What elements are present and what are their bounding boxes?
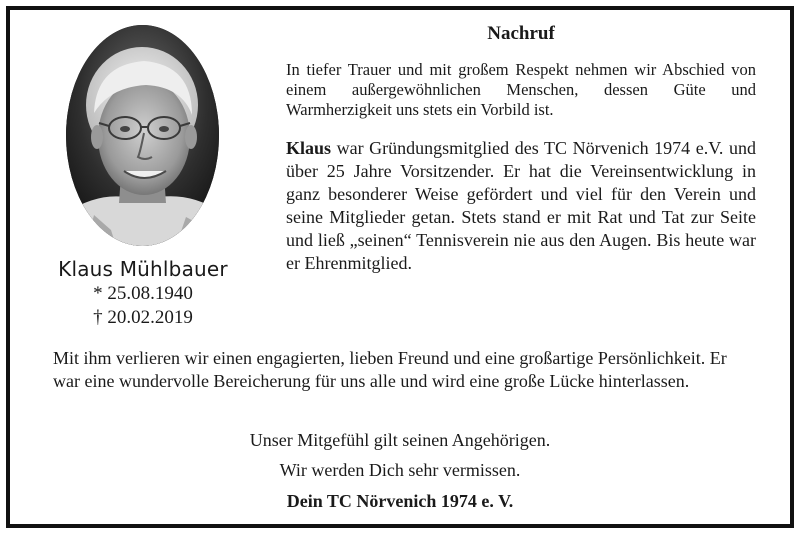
death-date: † 20.02.2019 bbox=[93, 307, 193, 328]
condolence-line: Unser Mitgefühl gilt seinen Angehörigen. bbox=[249, 430, 551, 450]
deceased-name: Klaus Mühlbauer bbox=[58, 257, 228, 281]
closing-paragraph: Mit ihm verlieren wir einen engagierten, lieben Freund und eine großartige Persönlichkeit. Er war eine wundervolle Bereicherung für uns alle und wird eine große Lücke hinterlassen. bbox=[53, 348, 727, 391]
deceased-info bbox=[40, 256, 246, 330]
club-signature: Dein TC Nörvenich 1974 e. V. bbox=[286, 491, 514, 511]
tribute-first-name: Klaus bbox=[286, 138, 332, 158]
obituary-heading: Nachruf bbox=[487, 23, 555, 44]
portrait-photo bbox=[66, 25, 219, 246]
tribute-text: war Gründungsmitglied des TC Nörvenich 1974 e.V. und über 25 Jahre Vorsitzender. Er hat die Vereinsentwicklung in ganz besonderer Weise gefördert und viel für den Verein und seine Mitglieder getan. Stets stand er mit Rat und Tat zur Seite und ließ „seinen“ Tennisverein nie aus den Augen. Bis heute war er Ehrenmitglied. bbox=[286, 138, 756, 273]
portrait-illustration bbox=[66, 25, 219, 246]
birth-date: * 25.08.1940 bbox=[93, 283, 193, 304]
farewell-line: Wir werden Dich sehr vermissen. bbox=[279, 460, 521, 480]
intro-paragraph: In tiefer Trauer und mit großem Respekt nehmen wir Abschied von einem außergewöhnlichen Menschen, dessen Güte und Warmherzigkeit uns stets ein Vorbild ist. bbox=[286, 60, 756, 119]
tribute-paragraph bbox=[286, 137, 756, 275]
